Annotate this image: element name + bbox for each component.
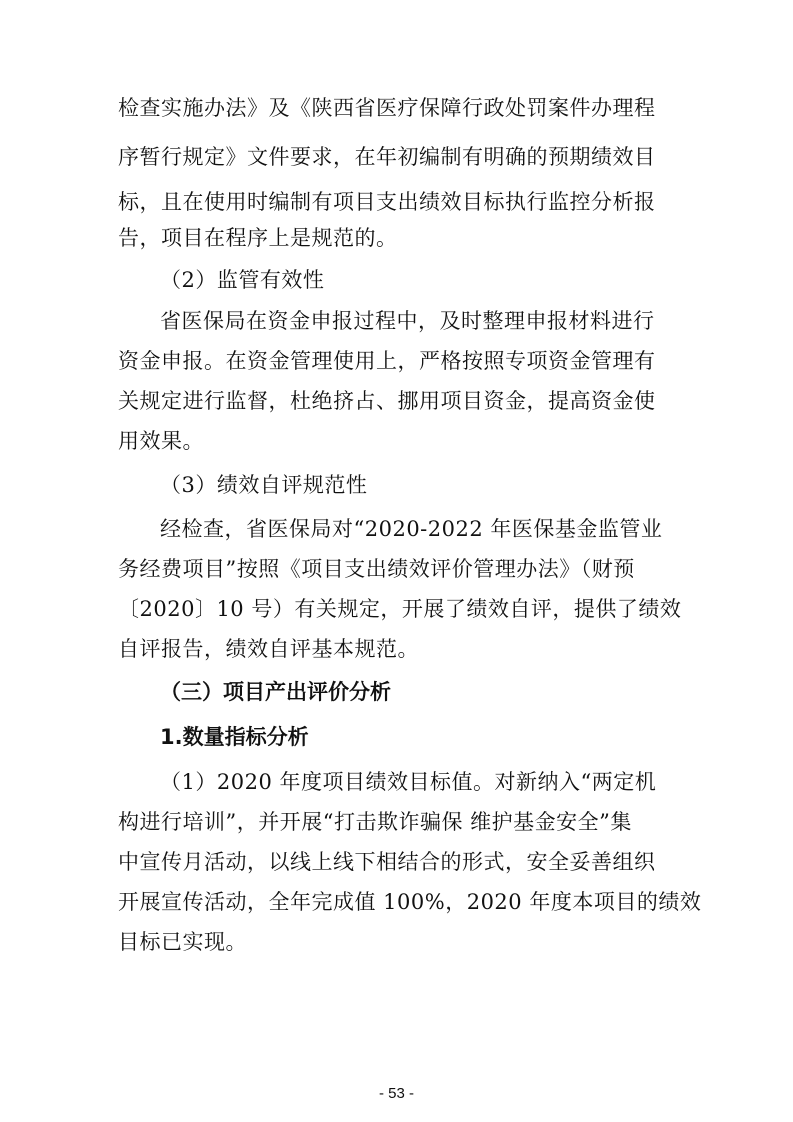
section-heading: （三）项目产出评价分析 (160, 680, 391, 704)
body-text-line: 中宣传月活动，以线上线下相结合的形式，安全妥善组织 (118, 850, 656, 874)
body-text-line: （1）2020 年度项目绩效目标值。对新纳入“两定机 (160, 770, 657, 794)
body-text-line: 关规定进行监督，杜绝挤占、挪用项目资金，提高资金使 (118, 389, 656, 413)
body-text-line: 用效果。 (118, 429, 204, 453)
subsection-heading: （3）绩效自评规范性 (160, 473, 368, 497)
body-text-line: 开展宣传活动，全年完成值 100%，2020 年度本项目的绩效 (118, 890, 702, 914)
body-text-line: 告，项目在程序上是规范的。 (118, 226, 398, 250)
page-number: - 53 - (378, 1085, 414, 1102)
body-text-line: 资金申报。在资金管理使用上，严格按照专项资金管理有 (118, 349, 656, 373)
body-text-line: 构进行培训”，并开展“打击欺诈骗保 维护基金安全”集 (118, 810, 632, 834)
body-text-line: 务经费项目”按照《项目支出绩效评价管理办法》（财预 (118, 557, 635, 581)
body-text-line: 省医保局在资金申报过程中，及时整理申报材料进行 (160, 309, 655, 333)
subsection-heading: （2）监管有效性 (160, 268, 325, 292)
body-text-line: 标，且在使用时编制有项目支出绩效目标执行监控分析报 (118, 190, 656, 214)
body-text-line: 经检查，省医保局对“2020-2022 年医保基金监管业 (160, 517, 663, 541)
body-text-line: 检查实施办法》及《陕西省医疗保障行政处罚案件办理程 (118, 96, 656, 120)
body-text-line: 自评报告，绩效自评基本规范。 (118, 637, 419, 661)
body-text-line: 〔2020〕10 号）有关规定，开展了绩效自评，提供了绩效 (118, 597, 682, 621)
body-text-line: 目标已实现。 (118, 930, 247, 954)
body-text-line: 序暂行规定》文件要求，在年初编制有明确的预期绩效目 (118, 145, 656, 169)
section-subheading: 1.数量指标分析 (160, 725, 309, 749)
